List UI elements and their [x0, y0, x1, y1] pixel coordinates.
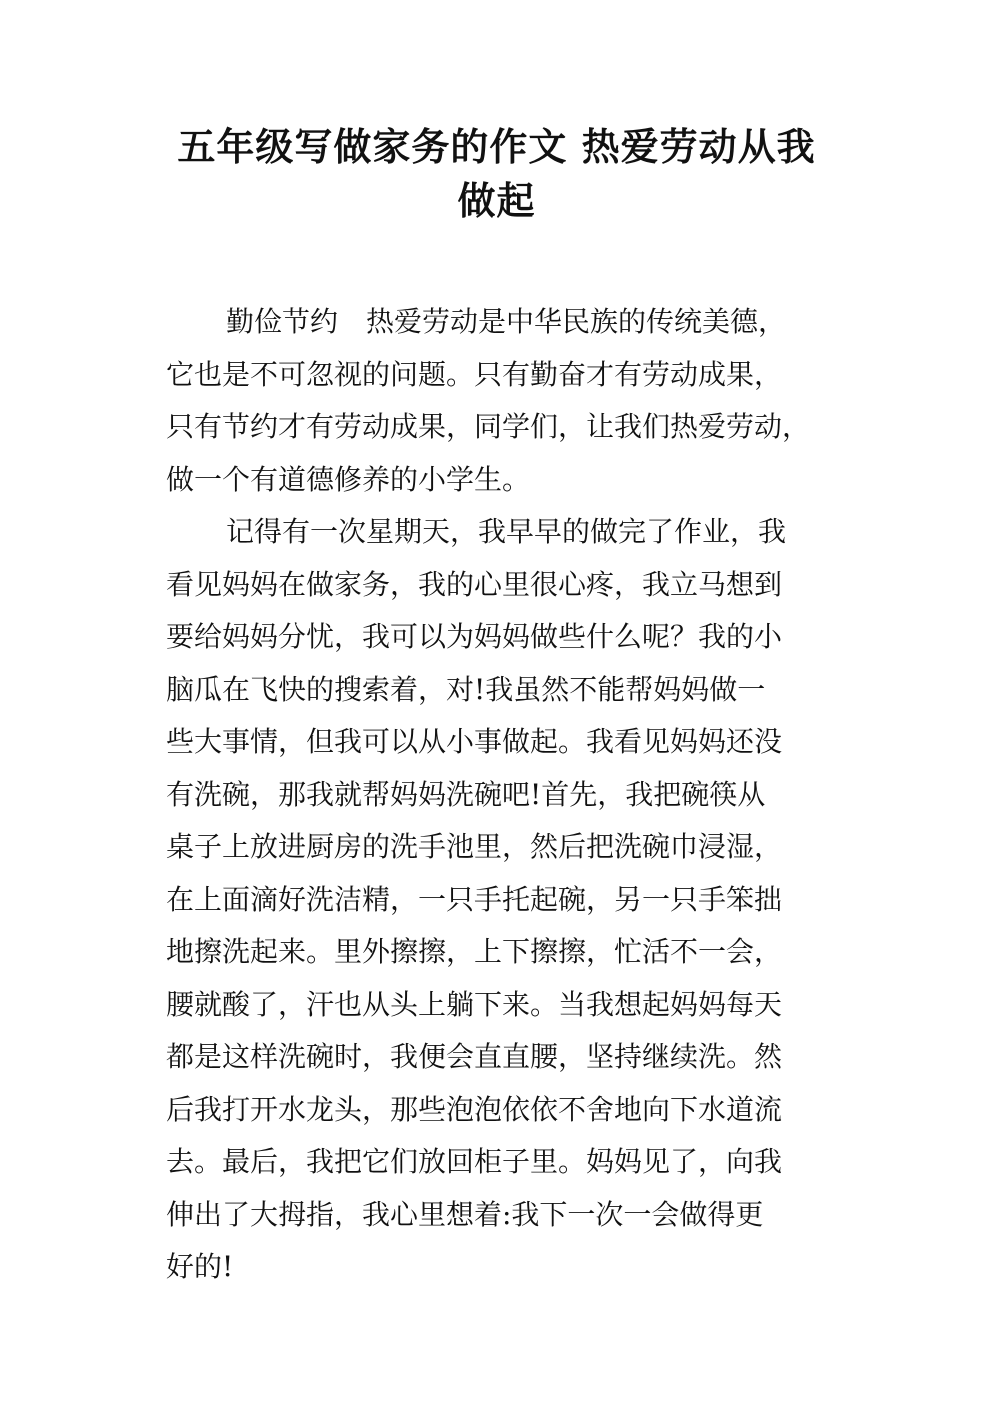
paragraph-1 [166, 296, 838, 506]
text-line: 勤俭节约 热爱劳动是中华民族的传统美德， [226, 305, 787, 338]
text-line: 后我打开水龙头，那些泡泡依依不舍地向下水道流 [166, 1092, 783, 1126]
text-line: 去。最后，我把它们放回柜子里。妈妈见了，向我 [166, 1145, 783, 1178]
text-line: 脑瓜在飞快的搜索着，对!我虽然不能帮妈妈做一 [166, 672, 766, 706]
paragraph-2 [166, 506, 838, 1294]
text-line: 做一个有道德修养的小学生。 [166, 462, 531, 496]
text-line: 地擦洗起来。里外擦擦，上下擦擦，忙活不一会， [166, 935, 783, 968]
text-line: 只有节约才有劳动成果，同学们，让我们热爱劳动， [166, 410, 811, 443]
document-title [150, 120, 843, 228]
text-line: 桌子上放进厨房的洗手池里，然后把洗碗巾浸湿， [166, 830, 783, 863]
document-body [166, 296, 838, 1294]
text-line: 在上面滴好洗洁精，一只手托起碗，另一只手笨拙 [166, 882, 783, 916]
text-line: 些大事情，但我可以从小事做起。我看见妈妈还没 [166, 725, 783, 758]
text-line: 要给妈妈分忧，我可以为妈妈做些什么呢？我的小 [166, 620, 783, 653]
text-line: 有洗碗，那我就帮妈妈洗碗吧!首先，我把碗筷从 [166, 777, 766, 811]
text-line: 伸出了大拇指，我心里想着:我下一次一会做得更 [166, 1197, 764, 1231]
title-line-1: 五年级写做家务的作文 热爱劳动从我 [177, 125, 816, 169]
title-line-2: 做起 [457, 179, 536, 223]
text-line: 看见妈妈在做家务，我的心里很心疼，我立马想到 [166, 567, 783, 601]
text-line: 都是这样洗碗时，我便会直直腰，坚持继续洗。然 [166, 1040, 783, 1073]
text-line: 好的! [166, 1250, 234, 1283]
text-line: 它也是不可忽视的问题。只有勤奋才有劳动成果， [166, 357, 783, 391]
text-line: 腰就酸了，汗也从头上躺下来。当我想起妈妈每天 [166, 987, 783, 1021]
text-line: 记得有一次星期天，我早早的做完了作业，我 [226, 515, 787, 548]
